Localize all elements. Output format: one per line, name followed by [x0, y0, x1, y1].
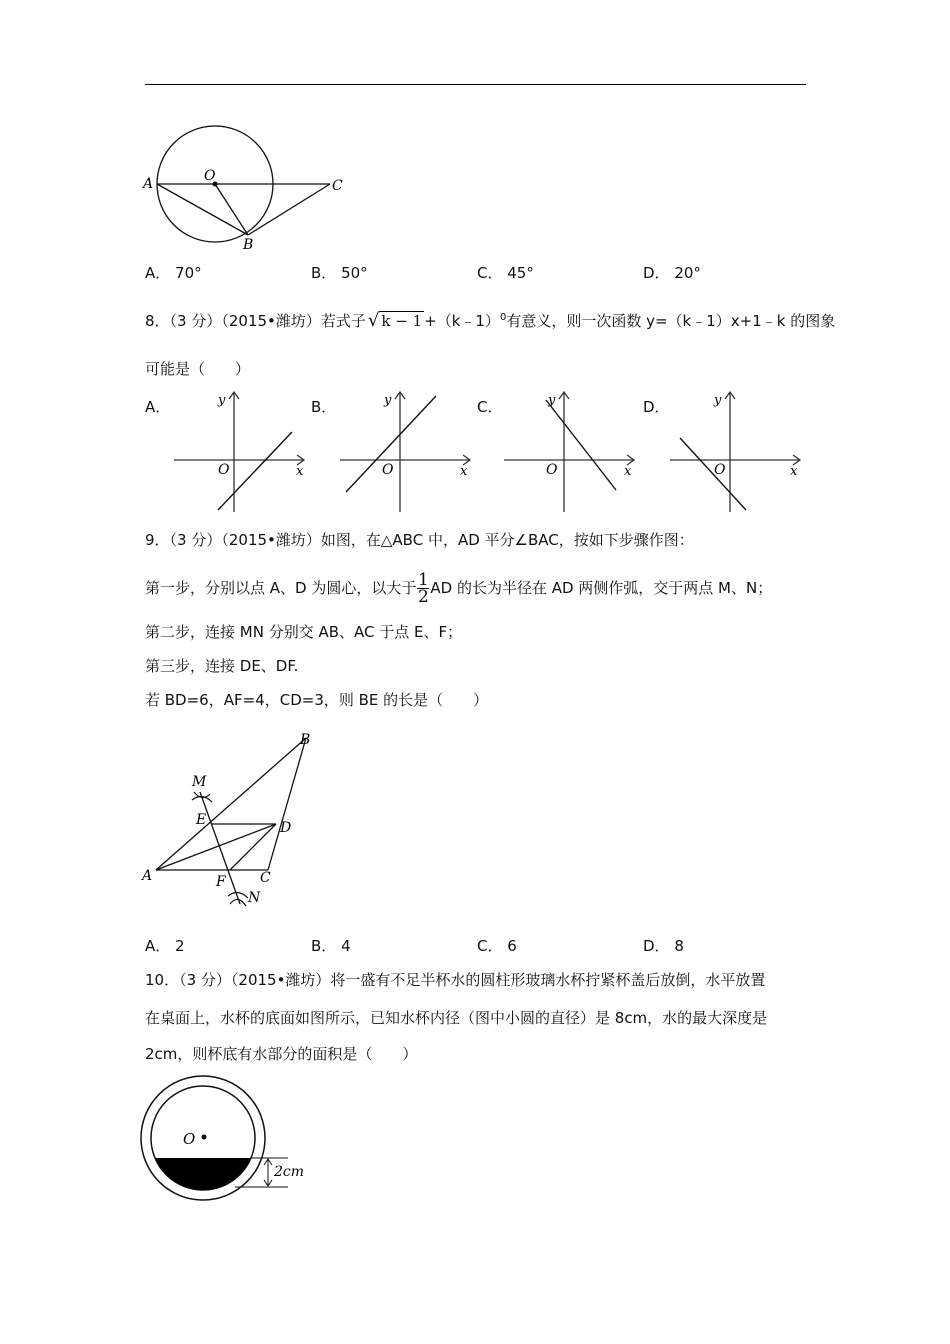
q9-option-a[interactable]	[145, 935, 185, 956]
option-value: 6	[507, 937, 517, 955]
q7-circle-figure	[140, 118, 350, 258]
q8-graph-b[interactable]	[336, 388, 476, 516]
y-axis-label: y	[714, 393, 722, 408]
q8-sqrt: √ k − 1	[367, 310, 423, 331]
q8-option-a-letter[interactable]: A．	[145, 398, 171, 416]
q9-label-a: A	[142, 868, 153, 884]
option-letter: A．	[145, 937, 171, 955]
q9-label-m: M	[192, 774, 207, 790]
q9-label-d: D	[280, 820, 292, 836]
fraction-numerator: 1	[417, 570, 429, 590]
q9-fraction	[417, 572, 429, 605]
origin-label: O	[218, 462, 230, 478]
q10-stem-line1: 10．（3 分）（2015•潍坊）将一盛有不足半杯水的圆柱形玻璃水杯拧紧杯盖后放倒，水平放置	[145, 971, 766, 989]
q7-label-b: B	[243, 237, 254, 253]
q9-step3: 第三步，连接 DE、DF.	[145, 657, 299, 675]
q9-option-d[interactable]	[643, 935, 684, 956]
q9-line-ab	[156, 738, 306, 870]
x-axis-label: x	[624, 464, 632, 479]
q9-step2: 第二步，连接 MN 分别交 AB、AC 于点 E、F；	[145, 623, 463, 641]
q8-d-function-line	[680, 438, 746, 510]
q9-stem: 9．（3 分）（2015•潍坊）如图，在△ABC 中，AD 平分∠BAC，按如下步骤作图：	[145, 531, 694, 549]
q7-line-ab	[157, 184, 248, 235]
q9-line-fd	[230, 824, 276, 870]
q7-line-ob	[215, 184, 248, 235]
q9-label-b: B	[300, 732, 311, 748]
x-axis-label: x	[790, 464, 798, 479]
q8-option-c-letter[interactable]: C．	[477, 398, 503, 416]
q9-line-ad	[156, 824, 276, 870]
origin-label: O	[714, 462, 726, 478]
q10-label-o: O	[183, 1130, 196, 1148]
q8-prefix: 8．（3 分）（2015•潍坊）若式子	[145, 312, 366, 330]
q9-label-c: C	[260, 870, 271, 886]
fraction-denominator: 2	[417, 587, 429, 607]
q8-graph-c[interactable]	[500, 388, 640, 516]
q10-stem-line2: 在桌面上，水杯的底面如图所示，已知水杯内径（图中小圆的直径）是 8cm，水的最大深度是	[145, 1009, 768, 1027]
origin-label: O	[382, 462, 394, 478]
q7-line-cb	[248, 184, 330, 235]
q9-option-c[interactable]	[477, 935, 517, 956]
q9-label-n: N	[248, 890, 261, 906]
x-axis-label: x	[296, 464, 304, 479]
option-letter: D．	[643, 937, 670, 955]
q8-stem-line2: 可能是（ ）	[145, 360, 251, 378]
option-letter: C．	[477, 264, 503, 282]
q8-graph-d[interactable]	[666, 388, 806, 516]
q8-suffix: 有意义，则一次函数 y=（k﹣1）x+1﹣k 的图象	[506, 312, 836, 330]
x-axis-label: x	[460, 464, 468, 479]
option-value: 4	[341, 937, 351, 955]
q9-step1	[145, 572, 772, 605]
q10-depth-label: 2cm	[274, 1164, 305, 1180]
option-value: 20°	[674, 264, 701, 282]
option-value: 50°	[341, 264, 368, 282]
q8-option-d-letter[interactable]: D．	[643, 398, 670, 416]
q8-graph-a[interactable]	[170, 388, 310, 516]
option-value: 70°	[175, 264, 202, 282]
option-value: 45°	[507, 264, 534, 282]
q7-option-d[interactable]	[643, 262, 701, 283]
header-rule	[145, 84, 806, 85]
option-letter: C．	[477, 937, 503, 955]
q9-option-b[interactable]	[311, 935, 351, 956]
q7-label-o: O	[204, 168, 216, 184]
q9-step1-post: AD 的长为半径在 AD 两侧作弧，交于两点 M、N；	[430, 579, 773, 597]
q9-arc-n2	[230, 899, 246, 906]
option-value: 2	[175, 937, 185, 955]
q8-middle: +（k﹣1）	[424, 312, 500, 330]
option-letter: B．	[311, 264, 337, 282]
q9-question: 若 BD=6，AF=4，CD=3，则 BE 的长是（ ）	[145, 691, 489, 709]
option-letter: B．	[311, 937, 337, 955]
q9-triangle-figure	[140, 726, 340, 912]
q7-label-c: C	[332, 178, 343, 194]
q8-radicand: k − 1	[381, 312, 423, 330]
y-axis-label: y	[384, 393, 392, 408]
origin-label: O	[546, 462, 558, 478]
q7-label-a: A	[143, 176, 154, 192]
y-axis-label: y	[548, 393, 556, 408]
y-axis-label: y	[218, 393, 226, 408]
q7-option-a[interactable]	[145, 262, 202, 283]
q8-option-b-letter[interactable]: B．	[311, 398, 337, 416]
q10-stem-line3: 2cm，则杯底有水部分的面积是（ ）	[145, 1045, 418, 1063]
q9-label-f: F	[216, 874, 226, 890]
q9-label-e: E	[196, 812, 207, 828]
q8-exponent: 0	[499, 312, 507, 323]
q8-stem	[145, 308, 835, 331]
q7-option-c[interactable]	[477, 262, 534, 283]
option-value: 8	[674, 937, 684, 955]
q9-step1-pre: 第一步，分别以点 A、D 为圆心，以大于	[145, 579, 417, 597]
option-letter: D．	[643, 264, 670, 282]
q10-cup-figure	[140, 1074, 320, 1206]
q7-option-b[interactable]	[311, 262, 368, 283]
q10-center-dot	[202, 1135, 207, 1140]
q9-line-bc	[268, 738, 306, 870]
option-letter: A．	[145, 264, 171, 282]
